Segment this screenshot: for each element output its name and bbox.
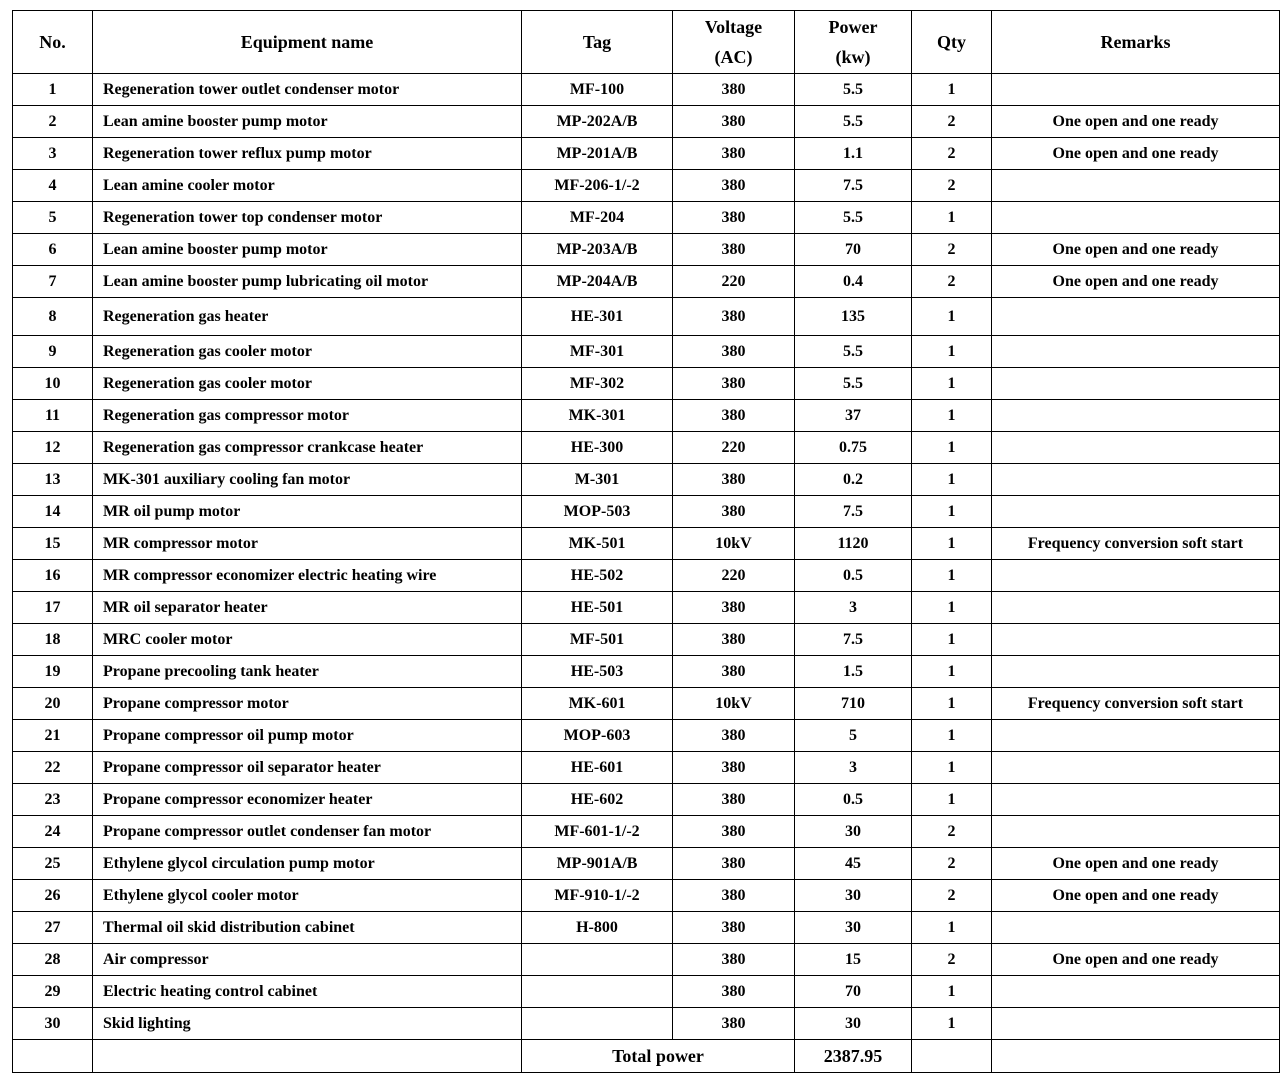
cell-power: 5.5 xyxy=(795,74,912,106)
cell-power: 30 xyxy=(795,1008,912,1040)
cell-power: 1120 xyxy=(795,528,912,560)
cell-qty: 1 xyxy=(912,624,992,656)
cell-tag: MP-901A/B xyxy=(522,848,673,880)
cell-voltage: 220 xyxy=(673,560,795,592)
cell-remarks xyxy=(992,560,1280,592)
cell-equipment-name: MR compressor motor xyxy=(93,528,522,560)
cell-voltage: 380 xyxy=(673,624,795,656)
cell-no: 26 xyxy=(13,880,93,912)
cell-remarks xyxy=(992,368,1280,400)
cell-no: 9 xyxy=(13,336,93,368)
cell-equipment-name: Lean amine cooler motor xyxy=(93,170,522,202)
cell-no: 25 xyxy=(13,848,93,880)
cell-no: 20 xyxy=(13,688,93,720)
cell-equipment-name: Thermal oil skid distribution cabinet xyxy=(93,912,522,944)
cell-qty: 1 xyxy=(912,1008,992,1040)
cell-voltage: 380 xyxy=(673,138,795,170)
cell-voltage: 380 xyxy=(673,880,795,912)
table-row xyxy=(13,944,1280,976)
table-row xyxy=(13,170,1280,202)
cell-power: 5.5 xyxy=(795,106,912,138)
cell-power: 7.5 xyxy=(795,624,912,656)
cell-power: 5.5 xyxy=(795,202,912,234)
cell-tag: MP-203A/B xyxy=(522,234,673,266)
cell-no: 27 xyxy=(13,912,93,944)
cell-qty: 1 xyxy=(912,298,992,336)
cell-equipment-name: Skid lighting xyxy=(93,1008,522,1040)
cell-voltage: 380 xyxy=(673,74,795,106)
cell-equipment-name: Regeneration tower reflux pump motor xyxy=(93,138,522,170)
cell-equipment-name: Regeneration tower top condenser motor xyxy=(93,202,522,234)
table-row xyxy=(13,816,1280,848)
cell-tag: HE-301 xyxy=(522,298,673,336)
cell-remarks xyxy=(992,202,1280,234)
cell-qty: 1 xyxy=(912,656,992,688)
cell-power: 1.5 xyxy=(795,656,912,688)
cell-equipment-name: Regeneration gas compressor motor xyxy=(93,400,522,432)
cell-no: 4 xyxy=(13,170,93,202)
header-power-line1: Power xyxy=(828,17,878,37)
table-row xyxy=(13,624,1280,656)
total-empty-name xyxy=(93,1040,522,1073)
cell-tag: MP-201A/B xyxy=(522,138,673,170)
total-power-label: Total power xyxy=(522,1040,795,1073)
cell-voltage: 380 xyxy=(673,784,795,816)
cell-qty: 2 xyxy=(912,138,992,170)
cell-equipment-name: Lean amine booster pump lubricating oil motor xyxy=(93,266,522,298)
cell-remarks: One open and one ready xyxy=(992,880,1280,912)
cell-no: 15 xyxy=(13,528,93,560)
cell-no: 3 xyxy=(13,138,93,170)
cell-voltage: 380 xyxy=(673,336,795,368)
cell-qty: 1 xyxy=(912,202,992,234)
cell-remarks xyxy=(992,74,1280,106)
cell-voltage: 10kV xyxy=(673,528,795,560)
cell-power: 70 xyxy=(795,976,912,1008)
table-row xyxy=(13,1008,1280,1040)
cell-equipment-name: Air compressor xyxy=(93,944,522,976)
table-row xyxy=(13,202,1280,234)
cell-no: 11 xyxy=(13,400,93,432)
cell-voltage: 380 xyxy=(673,944,795,976)
cell-power: 30 xyxy=(795,816,912,848)
cell-voltage: 220 xyxy=(673,432,795,464)
table-row xyxy=(13,400,1280,432)
table-row xyxy=(13,656,1280,688)
header-remarks: Remarks xyxy=(992,11,1280,74)
cell-power: 5.5 xyxy=(795,336,912,368)
cell-equipment-name: Propane compressor motor xyxy=(93,688,522,720)
cell-power: 0.5 xyxy=(795,784,912,816)
equipment-power-table xyxy=(12,10,1280,1073)
cell-voltage: 380 xyxy=(673,912,795,944)
total-power-value: 2387.95 xyxy=(795,1040,912,1073)
cell-tag: H-800 xyxy=(522,912,673,944)
cell-equipment-name: MR oil separator heater xyxy=(93,592,522,624)
cell-power: 5 xyxy=(795,720,912,752)
cell-remarks xyxy=(992,170,1280,202)
cell-tag: HE-601 xyxy=(522,752,673,784)
table-row xyxy=(13,266,1280,298)
total-empty-qty xyxy=(912,1040,992,1073)
cell-voltage: 380 xyxy=(673,298,795,336)
table-row xyxy=(13,912,1280,944)
table-row xyxy=(13,464,1280,496)
cell-equipment-name: Regeneration gas cooler motor xyxy=(93,368,522,400)
header-power-line2: (kw) xyxy=(835,47,871,67)
cell-qty: 2 xyxy=(912,816,992,848)
table-row xyxy=(13,496,1280,528)
cell-qty: 1 xyxy=(912,560,992,592)
cell-tag: HE-502 xyxy=(522,560,673,592)
cell-equipment-name: Regeneration gas cooler motor xyxy=(93,336,522,368)
cell-qty: 1 xyxy=(912,976,992,1008)
cell-tag: MK-301 xyxy=(522,400,673,432)
cell-tag xyxy=(522,944,673,976)
table-row xyxy=(13,432,1280,464)
cell-power: 5.5 xyxy=(795,368,912,400)
cell-tag: HE-300 xyxy=(522,432,673,464)
cell-no: 22 xyxy=(13,752,93,784)
cell-remarks xyxy=(992,496,1280,528)
table-row xyxy=(13,784,1280,816)
cell-no: 5 xyxy=(13,202,93,234)
cell-tag: MP-204A/B xyxy=(522,266,673,298)
table-row xyxy=(13,336,1280,368)
cell-remarks xyxy=(992,336,1280,368)
cell-equipment-name: Lean amine booster pump motor xyxy=(93,106,522,138)
cell-qty: 2 xyxy=(912,234,992,266)
cell-tag: MK-501 xyxy=(522,528,673,560)
cell-remarks: Frequency conversion soft start xyxy=(992,688,1280,720)
cell-no: 6 xyxy=(13,234,93,266)
cell-equipment-name: Propane compressor economizer heater xyxy=(93,784,522,816)
table-row xyxy=(13,976,1280,1008)
cell-qty: 1 xyxy=(912,74,992,106)
table-row xyxy=(13,848,1280,880)
cell-tag: MF-204 xyxy=(522,202,673,234)
cell-qty: 1 xyxy=(912,592,992,624)
cell-power: 30 xyxy=(795,880,912,912)
cell-voltage: 380 xyxy=(673,1008,795,1040)
cell-equipment-name: MK-301 auxiliary cooling fan motor xyxy=(93,464,522,496)
total-row xyxy=(13,1040,1280,1073)
cell-voltage: 380 xyxy=(673,234,795,266)
total-empty-remarks xyxy=(992,1040,1280,1073)
cell-voltage: 380 xyxy=(673,976,795,1008)
cell-tag: MF-601-1/-2 xyxy=(522,816,673,848)
cell-voltage: 380 xyxy=(673,106,795,138)
cell-qty: 1 xyxy=(912,784,992,816)
cell-voltage: 380 xyxy=(673,496,795,528)
cell-equipment-name: Ethylene glycol cooler motor xyxy=(93,880,522,912)
cell-qty: 1 xyxy=(912,400,992,432)
cell-tag: MF-100 xyxy=(522,74,673,106)
cell-power: 7.5 xyxy=(795,170,912,202)
cell-remarks xyxy=(992,592,1280,624)
cell-remarks xyxy=(992,624,1280,656)
cell-remarks xyxy=(992,816,1280,848)
cell-power: 0.2 xyxy=(795,464,912,496)
cell-equipment-name: Regeneration tower outlet condenser motor xyxy=(93,74,522,106)
cell-equipment-name: MR oil pump motor xyxy=(93,496,522,528)
cell-qty: 1 xyxy=(912,368,992,400)
table-row xyxy=(13,720,1280,752)
cell-remarks: One open and one ready xyxy=(992,234,1280,266)
table-row xyxy=(13,74,1280,106)
cell-qty: 2 xyxy=(912,848,992,880)
cell-power: 3 xyxy=(795,592,912,624)
cell-remarks: One open and one ready xyxy=(992,944,1280,976)
cell-tag xyxy=(522,976,673,1008)
cell-no: 21 xyxy=(13,720,93,752)
cell-tag xyxy=(522,1008,673,1040)
header-no: No. xyxy=(13,11,93,74)
cell-power: 37 xyxy=(795,400,912,432)
cell-no: 10 xyxy=(13,368,93,400)
cell-power: 15 xyxy=(795,944,912,976)
header-qty: Qty xyxy=(912,11,992,74)
cell-no: 19 xyxy=(13,656,93,688)
cell-qty: 1 xyxy=(912,912,992,944)
header-voltage-line1: Voltage xyxy=(704,17,763,37)
cell-power: 0.5 xyxy=(795,560,912,592)
cell-no: 28 xyxy=(13,944,93,976)
cell-remarks: One open and one ready xyxy=(992,138,1280,170)
cell-no: 7 xyxy=(13,266,93,298)
cell-tag: MF-910-1/-2 xyxy=(522,880,673,912)
cell-equipment-name: Electric heating control cabinet xyxy=(93,976,522,1008)
cell-voltage: 380 xyxy=(673,592,795,624)
cell-voltage: 380 xyxy=(673,720,795,752)
cell-equipment-name: Propane precooling tank heater xyxy=(93,656,522,688)
cell-power: 7.5 xyxy=(795,496,912,528)
cell-voltage: 380 xyxy=(673,400,795,432)
cell-power: 45 xyxy=(795,848,912,880)
cell-qty: 1 xyxy=(912,496,992,528)
cell-tag: HE-503 xyxy=(522,656,673,688)
cell-remarks xyxy=(992,720,1280,752)
cell-voltage: 380 xyxy=(673,656,795,688)
table-row xyxy=(13,234,1280,266)
cell-remarks xyxy=(992,752,1280,784)
cell-equipment-name: MR compressor economizer electric heating wire xyxy=(93,560,522,592)
cell-qty: 1 xyxy=(912,528,992,560)
table-row xyxy=(13,752,1280,784)
cell-remarks xyxy=(992,400,1280,432)
cell-equipment-name: Propane compressor oil pump motor xyxy=(93,720,522,752)
cell-no: 29 xyxy=(13,976,93,1008)
table-row xyxy=(13,688,1280,720)
cell-voltage: 10kV xyxy=(673,688,795,720)
cell-tag: MP-202A/B xyxy=(522,106,673,138)
cell-tag: MF-501 xyxy=(522,624,673,656)
header-voltage xyxy=(673,11,795,74)
cell-voltage: 220 xyxy=(673,266,795,298)
header-voltage-line2: (AC) xyxy=(714,47,753,67)
cell-equipment-name: MRC cooler motor xyxy=(93,624,522,656)
cell-remarks: One open and one ready xyxy=(992,266,1280,298)
cell-tag: MF-302 xyxy=(522,368,673,400)
cell-equipment-name: Regeneration gas heater xyxy=(93,298,522,336)
table-row xyxy=(13,560,1280,592)
cell-power: 710 xyxy=(795,688,912,720)
cell-no: 17 xyxy=(13,592,93,624)
cell-tag: HE-602 xyxy=(522,784,673,816)
cell-tag: M-301 xyxy=(522,464,673,496)
cell-remarks: One open and one ready xyxy=(992,106,1280,138)
cell-tag: MK-601 xyxy=(522,688,673,720)
cell-qty: 2 xyxy=(912,880,992,912)
cell-qty: 1 xyxy=(912,432,992,464)
cell-qty: 2 xyxy=(912,170,992,202)
cell-equipment-name: Propane compressor oil separator heater xyxy=(93,752,522,784)
header-row xyxy=(13,11,1280,74)
cell-no: 24 xyxy=(13,816,93,848)
cell-power: 135 xyxy=(795,298,912,336)
cell-tag: MOP-603 xyxy=(522,720,673,752)
table-row xyxy=(13,106,1280,138)
table-row xyxy=(13,138,1280,170)
cell-no: 23 xyxy=(13,784,93,816)
cell-no: 30 xyxy=(13,1008,93,1040)
cell-voltage: 380 xyxy=(673,752,795,784)
cell-no: 13 xyxy=(13,464,93,496)
cell-equipment-name: Regeneration gas compressor crankcase heater xyxy=(93,432,522,464)
cell-remarks xyxy=(992,432,1280,464)
cell-remarks xyxy=(992,298,1280,336)
cell-remarks: Frequency conversion soft start xyxy=(992,528,1280,560)
cell-qty: 1 xyxy=(912,464,992,496)
cell-power: 0.75 xyxy=(795,432,912,464)
cell-voltage: 380 xyxy=(673,368,795,400)
cell-voltage: 380 xyxy=(673,170,795,202)
cell-tag: HE-501 xyxy=(522,592,673,624)
cell-voltage: 380 xyxy=(673,816,795,848)
cell-power: 30 xyxy=(795,912,912,944)
cell-equipment-name: Ethylene glycol circulation pump motor xyxy=(93,848,522,880)
cell-voltage: 380 xyxy=(673,202,795,234)
cell-qty: 2 xyxy=(912,266,992,298)
cell-equipment-name: Propane compressor outlet condenser fan motor xyxy=(93,816,522,848)
cell-equipment-name: Lean amine booster pump motor xyxy=(93,234,522,266)
header-power xyxy=(795,11,912,74)
cell-qty: 1 xyxy=(912,688,992,720)
cell-no: 16 xyxy=(13,560,93,592)
cell-no: 12 xyxy=(13,432,93,464)
cell-remarks xyxy=(992,464,1280,496)
header-tag: Tag xyxy=(522,11,673,74)
cell-remarks xyxy=(992,912,1280,944)
cell-qty: 2 xyxy=(912,106,992,138)
cell-remarks xyxy=(992,1008,1280,1040)
cell-tag: MF-206-1/-2 xyxy=(522,170,673,202)
table-row xyxy=(13,368,1280,400)
cell-tag: MF-301 xyxy=(522,336,673,368)
cell-remarks: One open and one ready xyxy=(992,848,1280,880)
cell-qty: 1 xyxy=(912,720,992,752)
cell-power: 1.1 xyxy=(795,138,912,170)
total-empty-no xyxy=(13,1040,93,1073)
cell-qty: 1 xyxy=(912,752,992,784)
cell-qty: 1 xyxy=(912,336,992,368)
cell-voltage: 380 xyxy=(673,464,795,496)
cell-no: 14 xyxy=(13,496,93,528)
table-row xyxy=(13,298,1280,336)
header-equipment-name: Equipment name xyxy=(93,11,522,74)
cell-voltage: 380 xyxy=(673,848,795,880)
cell-remarks xyxy=(992,784,1280,816)
table-row xyxy=(13,880,1280,912)
cell-no: 18 xyxy=(13,624,93,656)
cell-power: 70 xyxy=(795,234,912,266)
cell-power: 0.4 xyxy=(795,266,912,298)
cell-remarks xyxy=(992,656,1280,688)
cell-no: 2 xyxy=(13,106,93,138)
table-row xyxy=(13,592,1280,624)
table-row xyxy=(13,528,1280,560)
cell-remarks xyxy=(992,976,1280,1008)
cell-no: 8 xyxy=(13,298,93,336)
cell-no: 1 xyxy=(13,74,93,106)
cell-power: 3 xyxy=(795,752,912,784)
cell-qty: 2 xyxy=(912,944,992,976)
cell-tag: MOP-503 xyxy=(522,496,673,528)
table-body xyxy=(13,74,1280,1040)
